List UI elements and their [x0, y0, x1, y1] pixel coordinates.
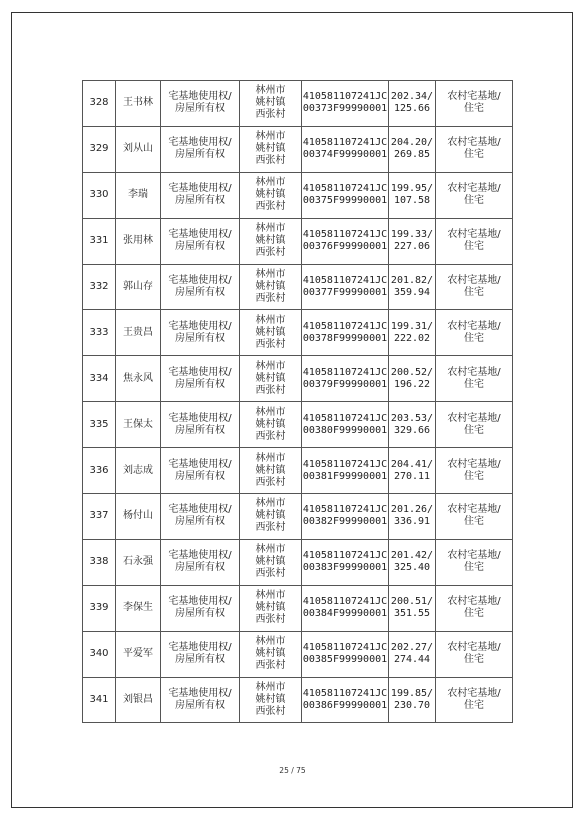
- cell-location-line: 姚村镇: [255, 510, 286, 522]
- cell-area-line: 230.70: [393, 700, 431, 712]
- cell-unit-code-line: 00377F99990001: [302, 287, 388, 298]
- table-row: [83, 631, 513, 677]
- cell-right-type: [161, 264, 240, 310]
- cell-location: [240, 585, 302, 631]
- cell-number: 331: [83, 218, 116, 264]
- cell-owner-name: 李保生: [116, 585, 161, 631]
- cell-area-line: 204.20/: [390, 137, 434, 149]
- table-row: [83, 448, 513, 494]
- cell-unit-code-line: 00386F99990001: [302, 700, 388, 712]
- cell-usage-line: 住宅: [464, 608, 484, 620]
- cell-unit-code-line: 00378F99990001: [302, 332, 388, 344]
- table-row: [83, 494, 513, 540]
- cell-location-line: 林州市: [255, 406, 286, 418]
- cell-area-line: 359.94: [393, 287, 431, 298]
- cell-number: 336: [83, 448, 116, 494]
- cell-usage-line: 住宅: [464, 516, 484, 528]
- table-row: [83, 356, 513, 402]
- cell-owner-name: 刘银昌: [116, 677, 161, 723]
- cell-location-line: 姚村镇: [255, 648, 286, 660]
- cell-unit-code-line: 00381F99990001: [302, 470, 388, 482]
- cell-right-type-line: 房屋所有权: [175, 241, 225, 253]
- cell-area: [389, 126, 436, 172]
- cell-unit-code-line: 410581107241JC: [302, 412, 388, 424]
- cell-location-line: 西张村: [255, 155, 286, 167]
- cell-usage-line: 住宅: [464, 424, 484, 436]
- cell-location-line: 西张村: [255, 247, 286, 259]
- cell-number: 330: [83, 172, 116, 218]
- cell-usage-line: 住宅: [464, 103, 484, 115]
- cell-unit-code-line: 00382F99990001: [302, 516, 388, 528]
- cell-area-line: 227.06: [393, 241, 431, 253]
- cell-unit-code: [302, 81, 389, 127]
- cell-number: 337: [83, 494, 116, 540]
- cell-unit-code: [302, 218, 389, 264]
- cell-usage: [436, 585, 513, 631]
- cell-owner-name: 焦永风: [116, 356, 161, 402]
- cell-usage: [436, 172, 513, 218]
- cell-area: [389, 494, 436, 540]
- cell-unit-code-line: 410581107241JC: [302, 550, 388, 562]
- cell-area-line: 203.53/: [390, 412, 434, 424]
- cell-usage: [436, 310, 513, 356]
- cell-usage: [436, 402, 513, 448]
- cell-usage-line: 农村宅基地/: [447, 137, 501, 149]
- cell-location-line: 西张村: [255, 109, 286, 121]
- cell-right-type: [161, 172, 240, 218]
- cell-location-line: 姚村镇: [255, 602, 286, 614]
- cell-unit-code: [302, 448, 389, 494]
- cell-unit-code-line: 410581107241JC: [302, 688, 388, 700]
- cell-location: [240, 81, 302, 127]
- cell-unit-code-line: 00384F99990001: [302, 608, 388, 620]
- cell-right-type: [161, 402, 240, 448]
- cell-area-line: 201.82/: [390, 275, 434, 286]
- cell-owner-name: 王贵昌: [116, 310, 161, 356]
- cell-location-line: 姚村镇: [255, 418, 286, 430]
- table-row: [83, 218, 513, 264]
- cell-area-line: 200.52/: [390, 366, 434, 378]
- cell-number: 340: [83, 631, 116, 677]
- cell-location-line: 林州市: [255, 590, 286, 602]
- cell-location-line: 姚村镇: [255, 372, 286, 384]
- cell-location-line: 姚村镇: [255, 694, 286, 706]
- cell-location-line: 西张村: [255, 706, 286, 718]
- cell-unit-code-line: 00376F99990001: [302, 241, 388, 253]
- cell-unit-code-line: 00374F99990001: [302, 149, 388, 161]
- cell-right-type-line: 宅基地使用权/: [168, 137, 232, 149]
- cell-unit-code-line: 410581107241JC: [302, 366, 388, 378]
- cell-number: 339: [83, 585, 116, 631]
- cell-right-type-line: 宅基地使用权/: [168, 275, 232, 286]
- cell-usage-line: 住宅: [464, 195, 484, 207]
- cell-unit-code-line: 410581107241JC: [302, 275, 388, 286]
- cell-unit-code: [302, 539, 389, 585]
- cell-location-line: 西张村: [255, 660, 286, 672]
- cell-owner-name: 石永强: [116, 539, 161, 585]
- cell-unit-code-line: 410581107241JC: [302, 458, 388, 470]
- cell-usage-line: 农村宅基地/: [447, 412, 501, 424]
- cell-right-type-line: 房屋所有权: [175, 562, 225, 574]
- cell-area-line: 199.31/: [390, 320, 434, 332]
- cell-area-line: 125.66: [393, 103, 431, 115]
- cell-right-type-line: 宅基地使用权/: [168, 550, 232, 562]
- cell-usage-line: 住宅: [464, 700, 484, 712]
- table-body: [83, 81, 513, 723]
- cell-area: [389, 448, 436, 494]
- cell-location: [240, 402, 302, 448]
- cell-usage-line: 住宅: [464, 470, 484, 482]
- cell-right-type: [161, 631, 240, 677]
- cell-location-line: 西张村: [255, 201, 286, 213]
- cell-usage-line: 住宅: [464, 562, 484, 574]
- cell-owner-name: 刘从山: [116, 126, 161, 172]
- cell-location: [240, 631, 302, 677]
- cell-area-line: 336.91: [393, 516, 431, 528]
- cell-right-type-line: 宅基地使用权/: [168, 596, 232, 608]
- cell-location-line: 姚村镇: [255, 235, 286, 247]
- cell-unit-code: [302, 310, 389, 356]
- page-number: 25 / 75: [279, 766, 306, 775]
- cell-unit-code-line: 00385F99990001: [302, 654, 388, 666]
- cell-unit-code: [302, 264, 389, 310]
- cell-right-type-line: 宅基地使用权/: [168, 91, 232, 103]
- cell-unit-code: [302, 126, 389, 172]
- cell-location: [240, 126, 302, 172]
- cell-area-line: 107.58: [393, 195, 431, 207]
- table-row: [83, 172, 513, 218]
- cell-area: [389, 264, 436, 310]
- cell-right-type-line: 房屋所有权: [175, 700, 225, 712]
- cell-location: [240, 264, 302, 310]
- cell-area-line: 270.11: [393, 470, 431, 482]
- cell-location: [240, 172, 302, 218]
- cell-area: [389, 631, 436, 677]
- cell-location-line: 林州市: [255, 452, 286, 464]
- cell-unit-code-line: 410581107241JC: [302, 642, 388, 654]
- cell-unit-code-line: 410581107241JC: [302, 504, 388, 516]
- cell-location-line: 西张村: [255, 568, 286, 580]
- cell-number: 333: [83, 310, 116, 356]
- table-row: [83, 310, 513, 356]
- cell-usage-line: 住宅: [464, 654, 484, 666]
- cell-right-type: [161, 677, 240, 723]
- cell-unit-code: [302, 631, 389, 677]
- cell-area: [389, 585, 436, 631]
- table-row: [83, 402, 513, 448]
- cell-location-line: 西张村: [255, 338, 286, 350]
- cell-area-line: 199.33/: [390, 229, 434, 241]
- cell-usage-line: 农村宅基地/: [447, 275, 501, 286]
- cell-location: [240, 310, 302, 356]
- cell-unit-code-line: 410581107241JC: [302, 596, 388, 608]
- cell-owner-name: 李瑞: [116, 172, 161, 218]
- cell-unit-code-line: 00373F99990001: [302, 103, 388, 115]
- table-row: [83, 677, 513, 723]
- cell-right-type-line: 宅基地使用权/: [168, 183, 232, 195]
- cell-area-line: 204.41/: [390, 458, 434, 470]
- table-row: [83, 539, 513, 585]
- cell-location-line: 林州市: [255, 85, 286, 97]
- cell-right-type: [161, 356, 240, 402]
- cell-number: 341: [83, 677, 116, 723]
- cell-right-type-line: 房屋所有权: [175, 608, 225, 620]
- cell-area-line: 202.27/: [390, 642, 434, 654]
- cell-location-line: 西张村: [255, 476, 286, 488]
- cell-area-line: 200.51/: [390, 596, 434, 608]
- cell-usage-line: 住宅: [464, 332, 484, 344]
- cell-usage-line: 住宅: [464, 287, 484, 298]
- cell-area: [389, 539, 436, 585]
- cell-right-type: [161, 81, 240, 127]
- cell-right-type: [161, 126, 240, 172]
- cell-number: 335: [83, 402, 116, 448]
- cell-location: [240, 356, 302, 402]
- cell-usage-line: 农村宅基地/: [447, 91, 501, 103]
- cell-area-line: 199.95/: [390, 183, 434, 195]
- cell-usage-line: 农村宅基地/: [447, 458, 501, 470]
- cell-right-type: [161, 539, 240, 585]
- cell-right-type-line: 房屋所有权: [175, 424, 225, 436]
- cell-usage-line: 农村宅基地/: [447, 642, 501, 654]
- cell-usage: [436, 126, 513, 172]
- cell-location-line: 林州市: [255, 223, 286, 235]
- cell-owner-name: 刘志成: [116, 448, 161, 494]
- cell-usage: [436, 264, 513, 310]
- cell-unit-code-line: 00379F99990001: [302, 378, 388, 390]
- cell-right-type: [161, 218, 240, 264]
- cell-location: [240, 677, 302, 723]
- cell-area-line: 196.22: [393, 378, 431, 390]
- cell-location-line: 姚村镇: [255, 556, 286, 568]
- cell-usage-line: 住宅: [464, 378, 484, 390]
- cell-unit-code: [302, 356, 389, 402]
- cell-unit-code: [302, 494, 389, 540]
- cell-usage-line: 农村宅基地/: [447, 366, 501, 378]
- cell-usage: [436, 218, 513, 264]
- cell-area: [389, 172, 436, 218]
- cell-area: [389, 310, 436, 356]
- cell-location: [240, 539, 302, 585]
- cell-owner-name: 王书林: [116, 81, 161, 127]
- cell-owner-name: 杨付山: [116, 494, 161, 540]
- cell-right-type-line: 宅基地使用权/: [168, 458, 232, 470]
- cell-unit-code-line: 00380F99990001: [302, 424, 388, 436]
- cell-location-line: 姚村镇: [255, 189, 286, 201]
- cell-area: [389, 81, 436, 127]
- cell-usage: [436, 448, 513, 494]
- cell-location-line: 西张村: [255, 522, 286, 534]
- cell-number: 328: [83, 81, 116, 127]
- cell-number: 334: [83, 356, 116, 402]
- cell-owner-name: 平爱军: [116, 631, 161, 677]
- cell-unit-code-line: 00383F99990001: [302, 562, 388, 574]
- cell-location-line: 西张村: [255, 430, 286, 442]
- cell-location-line: 林州市: [255, 636, 286, 648]
- cell-usage-line: 住宅: [464, 149, 484, 161]
- cell-right-type-line: 宅基地使用权/: [168, 229, 232, 241]
- table-row: [83, 81, 513, 127]
- cell-right-type-line: 房屋所有权: [175, 654, 225, 666]
- cell-area-line: 201.42/: [390, 550, 434, 562]
- cell-location-line: 林州市: [255, 360, 286, 372]
- cell-owner-name: 郭山存: [116, 264, 161, 310]
- cell-area-line: 202.34/: [390, 91, 434, 103]
- cell-right-type-line: 房屋所有权: [175, 149, 225, 161]
- cell-usage-line: 农村宅基地/: [447, 550, 501, 562]
- cell-location-line: 林州市: [255, 177, 286, 189]
- cell-location-line: 林州市: [255, 131, 286, 143]
- cell-right-type-line: 房屋所有权: [175, 332, 225, 344]
- cell-area: [389, 218, 436, 264]
- cell-right-type-line: 房屋所有权: [175, 195, 225, 207]
- cell-location-line: 西张村: [255, 384, 286, 396]
- table-row: [83, 585, 513, 631]
- cell-number: 332: [83, 264, 116, 310]
- cell-unit-code-line: 410581107241JC: [302, 183, 388, 195]
- cell-usage: [436, 494, 513, 540]
- cell-usage-line: 农村宅基地/: [447, 183, 501, 195]
- cell-unit-code: [302, 585, 389, 631]
- cell-right-type-line: 宅基地使用权/: [168, 688, 232, 700]
- cell-unit-code: [302, 402, 389, 448]
- cell-unit-code-line: 410581107241JC: [302, 229, 388, 241]
- cell-area-line: 325.40: [393, 562, 431, 574]
- cell-unit-code-line: 00375F99990001: [302, 195, 388, 207]
- cell-area-line: 199.85/: [390, 688, 434, 700]
- cell-location-line: 林州市: [255, 314, 286, 326]
- cell-location-line: 林州市: [255, 269, 286, 280]
- cell-area-line: 269.85: [393, 149, 431, 161]
- cell-area-line: 222.02: [393, 332, 431, 344]
- cell-right-type-line: 宅基地使用权/: [168, 366, 232, 378]
- cell-location-line: 林州市: [255, 682, 286, 694]
- cell-right-type-line: 宅基地使用权/: [168, 320, 232, 332]
- cell-usage-line: 农村宅基地/: [447, 596, 501, 608]
- cell-location-line: 姚村镇: [255, 281, 286, 292]
- cell-number: 329: [83, 126, 116, 172]
- cell-number: 338: [83, 539, 116, 585]
- cell-usage: [436, 631, 513, 677]
- cell-location: [240, 494, 302, 540]
- cell-location-line: 姚村镇: [255, 464, 286, 476]
- cell-unit-code-line: 410581107241JC: [302, 91, 388, 103]
- table-row: [83, 264, 513, 310]
- cell-location-line: 林州市: [255, 498, 286, 510]
- cell-right-type: [161, 494, 240, 540]
- cell-right-type-line: 房屋所有权: [175, 378, 225, 390]
- cell-area: [389, 677, 436, 723]
- cell-unit-code-line: 410581107241JC: [302, 320, 388, 332]
- cell-owner-name: 王保太: [116, 402, 161, 448]
- cell-usage-line: 农村宅基地/: [447, 504, 501, 516]
- cell-right-type: [161, 310, 240, 356]
- cell-usage: [436, 539, 513, 585]
- cell-usage: [436, 81, 513, 127]
- cell-location: [240, 218, 302, 264]
- cell-unit-code: [302, 172, 389, 218]
- cell-location-line: 林州市: [255, 544, 286, 556]
- cell-right-type-line: 宅基地使用权/: [168, 642, 232, 654]
- cell-unit-code-line: 410581107241JC: [302, 137, 388, 149]
- cell-right-type-line: 宅基地使用权/: [168, 412, 232, 424]
- cell-area-line: 329.66: [393, 424, 431, 436]
- cell-usage-line: 农村宅基地/: [447, 320, 501, 332]
- cell-location: [240, 448, 302, 494]
- cell-area-line: 201.26/: [390, 504, 434, 516]
- cell-right-type: [161, 448, 240, 494]
- cell-area-line: 351.55: [393, 608, 431, 620]
- cell-usage: [436, 677, 513, 723]
- cell-owner-name: 张用林: [116, 218, 161, 264]
- cell-right-type-line: 宅基地使用权/: [168, 504, 232, 516]
- cell-area: [389, 402, 436, 448]
- cell-usage-line: 农村宅基地/: [447, 688, 501, 700]
- cell-usage-line: 住宅: [464, 241, 484, 253]
- cell-location-line: 西张村: [255, 614, 286, 626]
- cell-right-type-line: 房屋所有权: [175, 287, 225, 298]
- cell-location-line: 姚村镇: [255, 97, 286, 109]
- cell-usage-line: 农村宅基地/: [447, 229, 501, 241]
- cell-right-type: [161, 585, 240, 631]
- cell-area: [389, 356, 436, 402]
- cell-unit-code: [302, 677, 389, 723]
- cell-right-type-line: 房屋所有权: [175, 516, 225, 528]
- cell-location-line: 姚村镇: [255, 143, 286, 155]
- property-register-table: [82, 80, 513, 723]
- cell-location-line: 姚村镇: [255, 326, 286, 338]
- cell-area-line: 274.44: [393, 654, 431, 666]
- cell-location-line: 西张村: [255, 293, 286, 304]
- cell-usage: [436, 356, 513, 402]
- cell-right-type-line: 房屋所有权: [175, 103, 225, 115]
- cell-right-type-line: 房屋所有权: [175, 470, 225, 482]
- table-row: [83, 126, 513, 172]
